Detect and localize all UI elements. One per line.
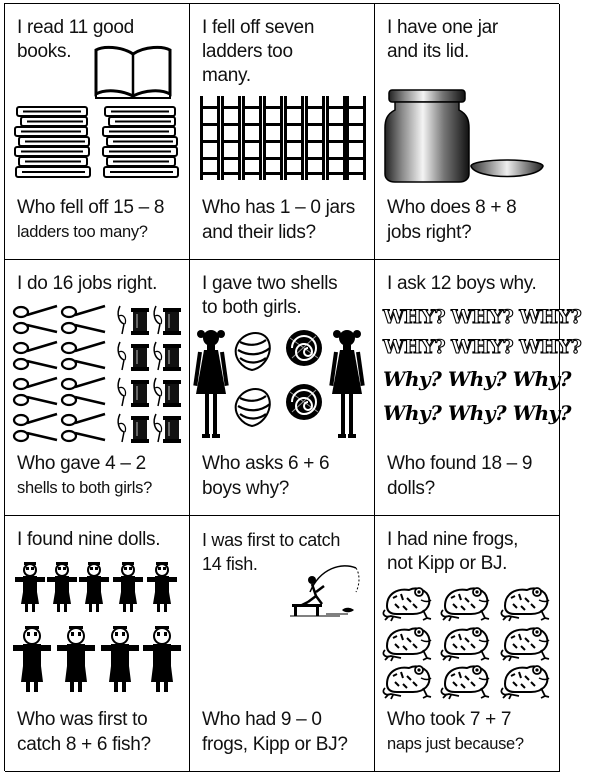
why-word: WHY? bbox=[383, 336, 445, 358]
seashell-icon bbox=[236, 330, 322, 426]
question-line: ladders too many? bbox=[17, 223, 148, 241]
card-question bbox=[202, 451, 368, 501]
thread-spool-icon bbox=[118, 306, 181, 443]
statement-line: I have one jar bbox=[387, 17, 498, 38]
card-question bbox=[387, 707, 553, 757]
scissors-and-spools-art bbox=[13, 302, 183, 450]
statement-line: I was first to catch bbox=[202, 530, 341, 550]
why-row-italic bbox=[383, 362, 571, 396]
frog-icon bbox=[383, 582, 553, 700]
why-word: Why? bbox=[383, 401, 442, 425]
statement-line: ladders too bbox=[202, 41, 293, 62]
statement-line: many. bbox=[202, 65, 251, 86]
open-book-icon bbox=[93, 44, 173, 99]
card-jar bbox=[375, 4, 560, 260]
card-question bbox=[387, 451, 553, 501]
card-statement bbox=[202, 272, 366, 320]
card-books bbox=[5, 4, 190, 260]
question-line: Who does 8 + 8 bbox=[387, 197, 517, 218]
question-line: Who had 9 – 0 bbox=[202, 709, 322, 730]
card-statement bbox=[387, 16, 551, 64]
statement-line: books. bbox=[17, 41, 72, 62]
ladder-icon bbox=[200, 96, 366, 180]
question-line: naps just because? bbox=[387, 735, 524, 753]
why-row-italic bbox=[383, 396, 571, 430]
question-line: Who found 18 – 9 bbox=[387, 453, 533, 474]
question-line: Who asks 6 + 6 bbox=[202, 453, 330, 474]
why-word: WHY? bbox=[519, 306, 582, 328]
card-question bbox=[202, 195, 368, 245]
why-row-outline bbox=[383, 302, 582, 332]
why-word: Why? bbox=[447, 367, 507, 391]
jar-icon bbox=[385, 88, 555, 184]
card-statement bbox=[17, 528, 181, 552]
card-jobs bbox=[5, 260, 190, 516]
why-word: WHY? bbox=[519, 336, 582, 358]
why-word: Why? bbox=[383, 367, 442, 391]
why-word-art bbox=[383, 302, 582, 430]
card-question bbox=[17, 707, 183, 757]
question-line: and their lids? bbox=[202, 222, 316, 243]
question-line: Who gave 4 – 2 bbox=[17, 453, 146, 474]
doll-icon bbox=[13, 560, 183, 700]
book-stack-icon bbox=[13, 104, 185, 184]
statement-line: I gave two shells bbox=[202, 273, 338, 294]
statement-line: not Kipp or BJ. bbox=[387, 553, 508, 574]
girls-and-shells-art bbox=[196, 324, 368, 442]
card-question bbox=[202, 707, 368, 757]
statement-line: to both girls. bbox=[202, 297, 302, 318]
card-question bbox=[387, 195, 553, 245]
question-line: frogs, Kipp or BJ? bbox=[202, 734, 348, 755]
card-shells bbox=[190, 260, 375, 516]
card-frogs bbox=[375, 516, 560, 772]
card-grid bbox=[4, 3, 582, 771]
card-question bbox=[17, 195, 183, 245]
why-word: Why? bbox=[512, 367, 571, 391]
card-statement bbox=[387, 272, 551, 296]
statement-line: I ask 12 boys why. bbox=[387, 273, 537, 294]
fisherman-icon bbox=[290, 562, 370, 620]
statement-line: I read 11 good bbox=[17, 17, 134, 38]
why-row-outline bbox=[383, 332, 582, 362]
why-word: Why? bbox=[512, 401, 571, 425]
statement-line: I had nine frogs, bbox=[387, 529, 519, 550]
question-line: catch 8 + 6 fish? bbox=[17, 734, 151, 755]
question-line: shells to both girls? bbox=[17, 479, 152, 497]
question-line: dolls? bbox=[387, 478, 435, 499]
statement-line: and its lid. bbox=[387, 41, 469, 62]
card-dolls bbox=[5, 516, 190, 772]
question-line: Who was first to bbox=[17, 709, 148, 730]
statement-line: I do 16 jobs right. bbox=[17, 273, 158, 294]
question-line: Who has 1 – 0 jars bbox=[202, 197, 356, 218]
why-word: WHY? bbox=[451, 336, 514, 358]
card-fish bbox=[190, 516, 375, 772]
statement-line: 14 fish. bbox=[202, 554, 258, 574]
statement-line: I found nine dolls. bbox=[17, 529, 161, 550]
card-question bbox=[17, 451, 183, 501]
lid-icon bbox=[471, 160, 543, 177]
why-word: Why? bbox=[447, 401, 507, 425]
card-statement bbox=[17, 272, 181, 296]
why-word: WHY? bbox=[383, 306, 445, 328]
statement-line: I fell off seven bbox=[202, 17, 315, 38]
question-line: jobs right? bbox=[387, 222, 472, 243]
why-word: WHY? bbox=[451, 306, 514, 328]
question-line: Who took 7 + 7 bbox=[387, 709, 512, 730]
card-why bbox=[375, 260, 582, 516]
question-line: boys why? bbox=[202, 478, 290, 499]
scissors-icon bbox=[14, 306, 105, 441]
card-ladders bbox=[190, 4, 375, 260]
girl-silhouette-icon bbox=[193, 330, 364, 438]
card-statement bbox=[202, 16, 366, 88]
question-line: Who fell off 15 – 8 bbox=[17, 197, 165, 218]
card-statement bbox=[387, 528, 551, 576]
